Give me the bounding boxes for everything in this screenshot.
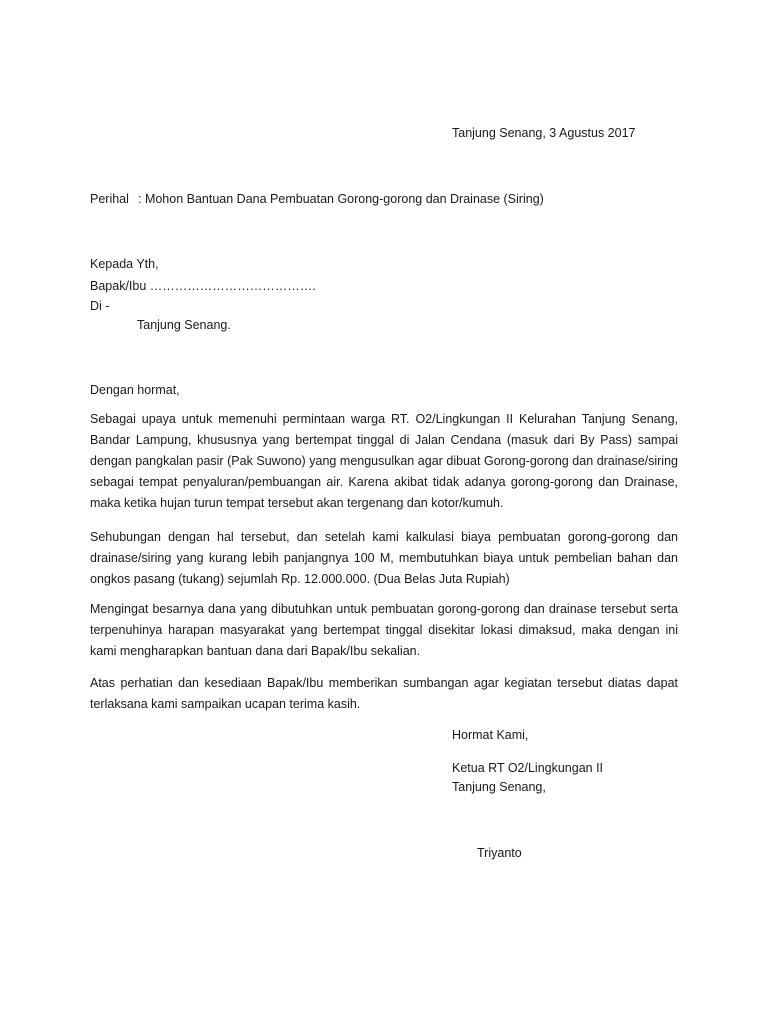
subject-line (90, 192, 544, 206)
subject-text: : Mohon Bantuan Dana Pembuatan Gorong-gorong dan Drainase (Siring) (138, 192, 544, 206)
recipient-line-3: Di - (90, 299, 110, 313)
signer-title-line-2: Tanjung Senang, (452, 780, 546, 794)
place-date: Tanjung Senang, 3 Agustus 2017 (452, 126, 636, 140)
recipient-line-1: Kepada Yth, (90, 257, 159, 271)
body-paragraph-4: Atas perhatian dan kesediaan Bapak/Ibu memberikan sumbangan agar kegiatan tersebut diatas dapat terlaksana kami sampaikan ucapan terima kasih. (90, 676, 678, 711)
signer-title-line-1: Ketua RT O2/Lingkungan II (452, 761, 604, 775)
closing: Hormat Kami, (452, 728, 529, 742)
recipient-line-4: Tanjung Senang. (137, 318, 231, 332)
body-paragraph-1: Sebagai upaya untuk memenuhi permintaan warga RT. O2/Lingkungan II Kelurahan Tanjung Senang, Bandar Lampung, khususnya yang bertempat tinggal di Jalan Cendana (masuk dari By Pass) sampai dengan pangkalan pasir (Pak Suwono) yang mengusulkan agar dibuat Gorong-gorong dan drainase/siring sebagai tempat penyaluran/pembuangan air. Karena akibat tidak adanya gorong-gorong dan Drainase, maka ketika hujan turun tempat tersebut akan tergenang dan kotor/kumuh. (90, 412, 678, 510)
recipient-line-2: Bapak/Ibu …………………………………. (90, 279, 316, 293)
body-paragraph-3: Mengingat besarnya dana yang dibutuhkan untuk pembuatan gorong-gorong dan drainase tersebut serta terpenuhinya harapan masyarakat yang bertempat tinggal disekitar lokasi dimaksud, maka dengan ini kami mengharapkan bantuan dana dari Bapak/Ibu sekalian. (90, 602, 678, 658)
signer-name: Triyanto (477, 846, 522, 860)
subject-label: Perihal (90, 192, 129, 206)
greeting: Dengan hormat, (90, 383, 180, 397)
body-paragraph-2: Sehubungan dengan hal tersebut, dan setelah kami kalkulasi biaya pembuatan gorong-gorong dan drainase/siring yang kurang lebih panjangnya 100 M, membutuhkan biaya untuk pembelian bahan dan ongkos pasang (tukang) sejumlah Rp. 12.000.000. (Dua Belas Juta Rupiah) (90, 530, 678, 586)
